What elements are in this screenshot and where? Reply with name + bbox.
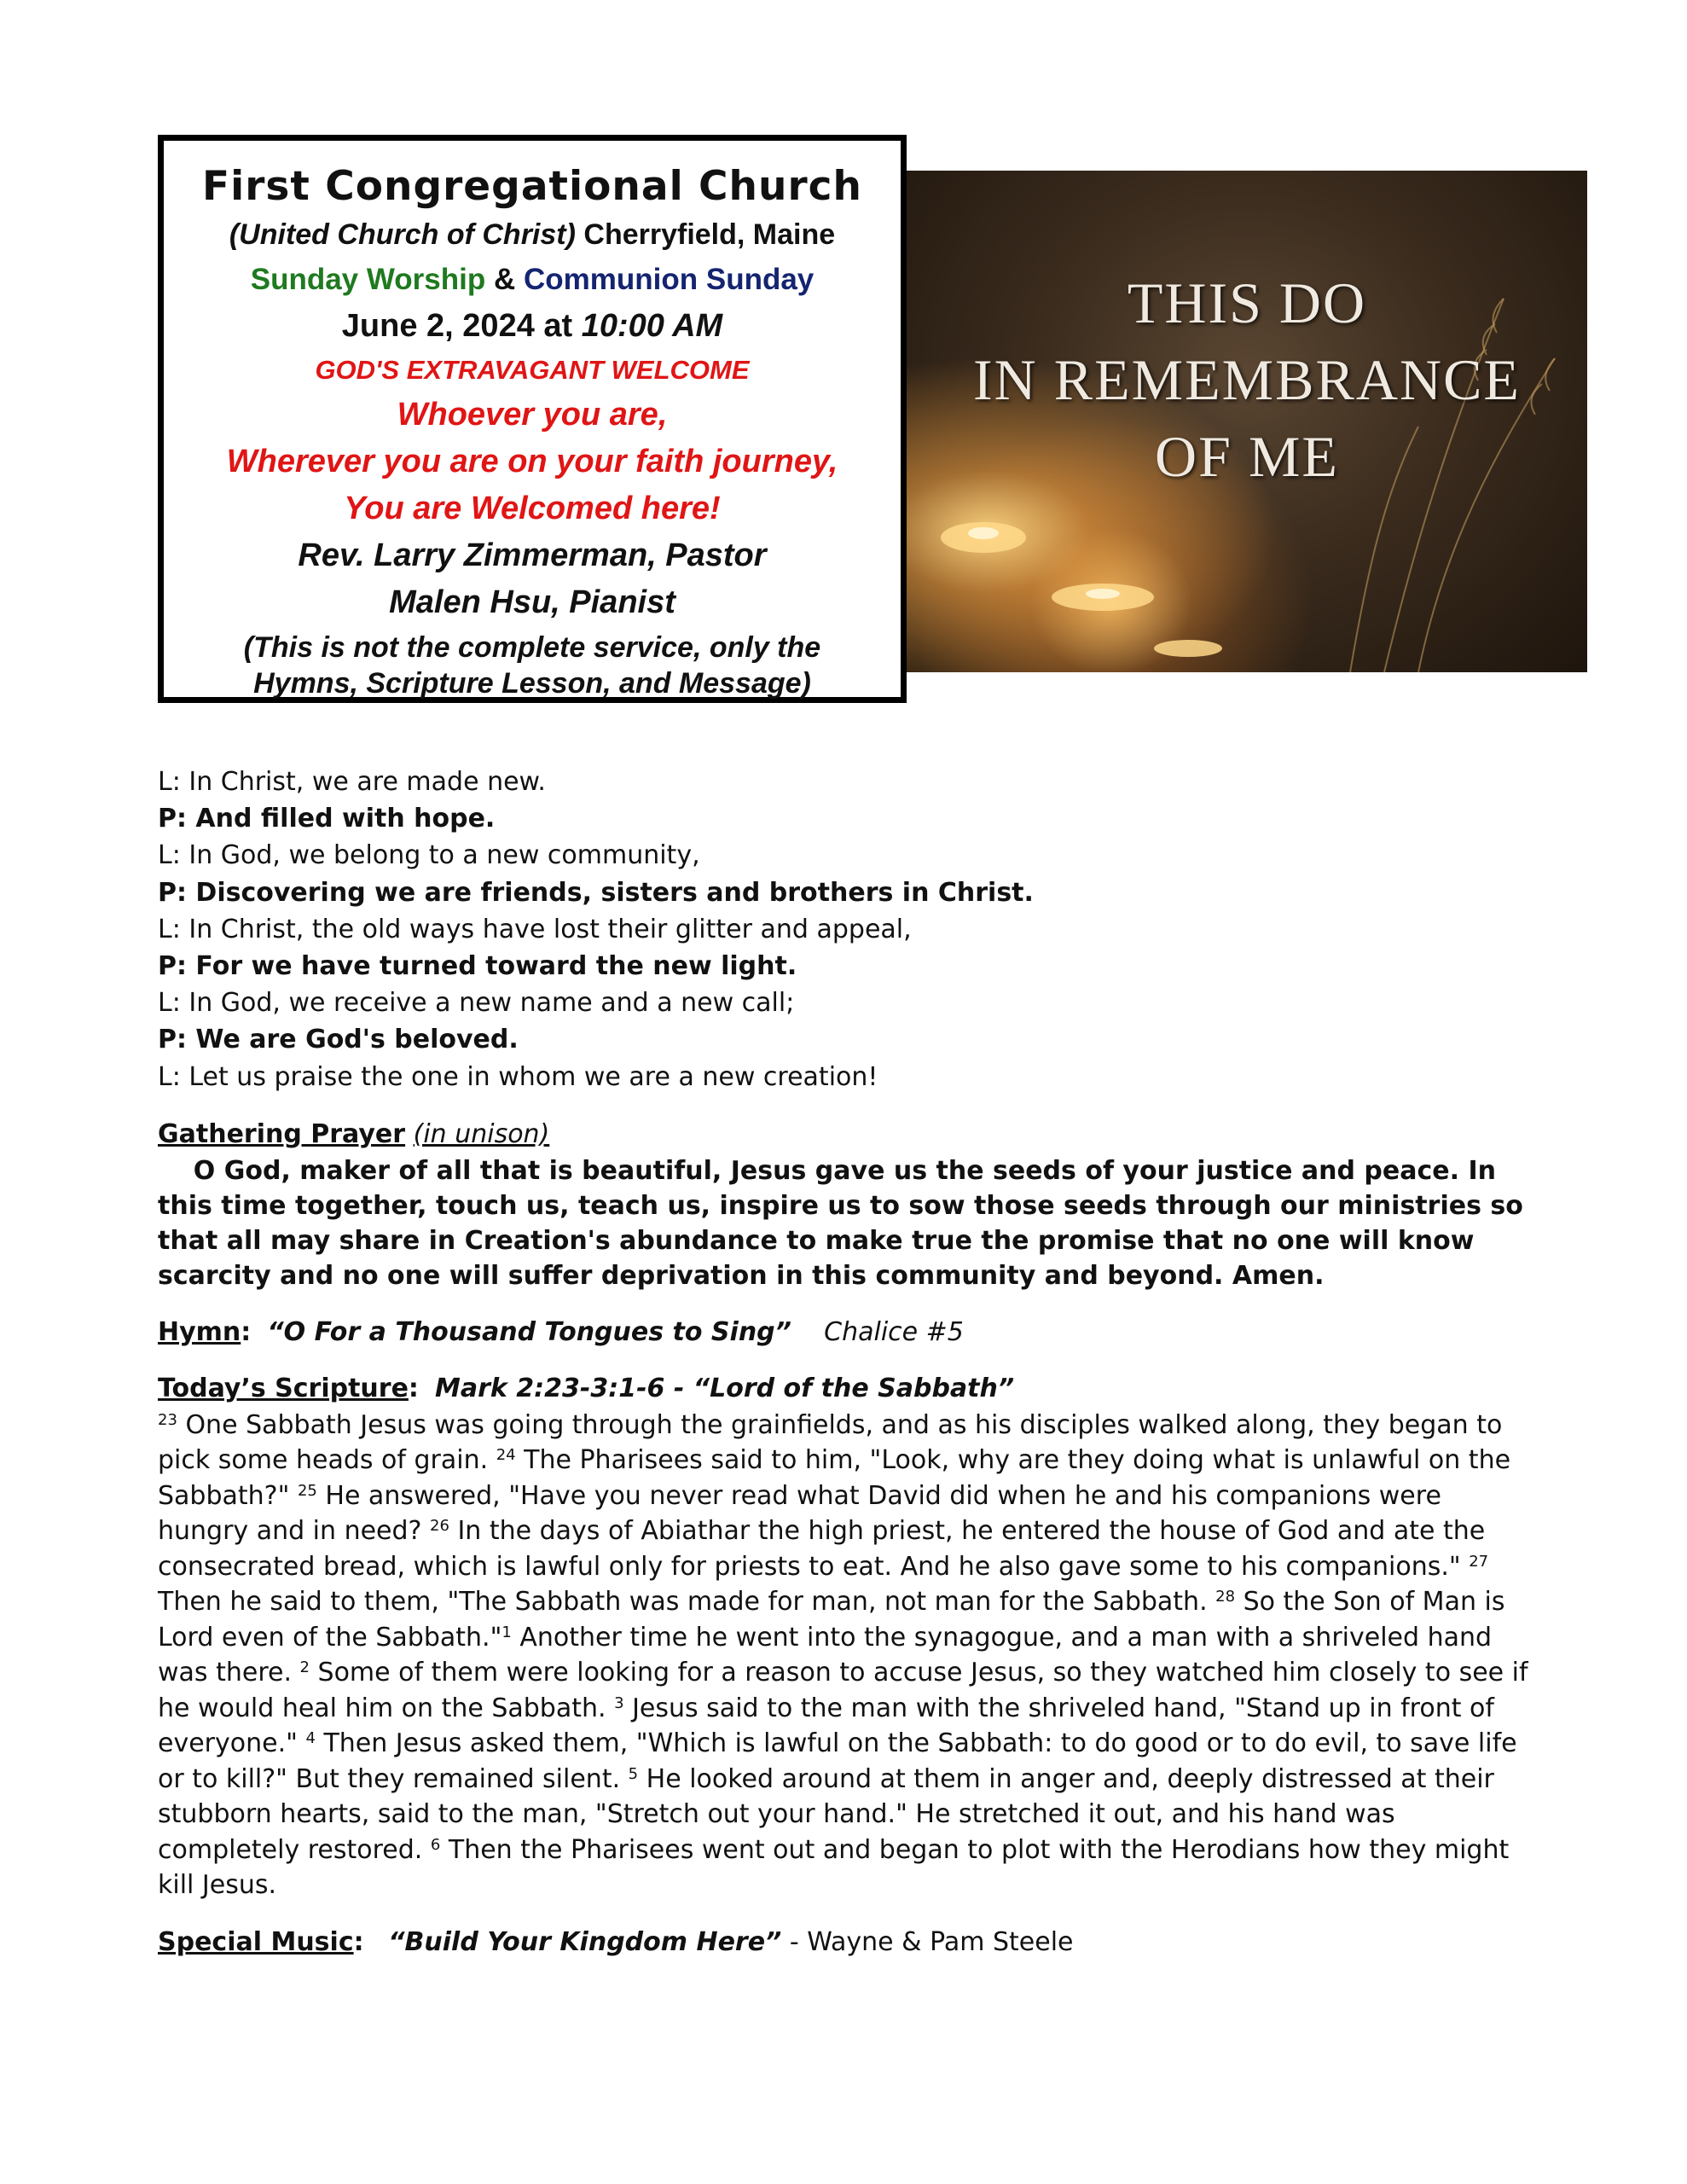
welcome-line-3: You are Welcomed here! bbox=[344, 491, 721, 526]
verse-number: 27 bbox=[1469, 1552, 1489, 1571]
bulletin-header-box bbox=[158, 135, 907, 703]
leader-line: L: In Christ, we are made new. bbox=[158, 767, 546, 797]
leader-line: L: In God, we belong to a new community, bbox=[158, 840, 700, 871]
verse-number: 26 bbox=[430, 1517, 449, 1536]
hymn-reference: Chalice #5 bbox=[824, 1316, 964, 1347]
service-date-text: June 2, 2024 at bbox=[341, 308, 573, 344]
responsive-reading bbox=[158, 764, 1539, 1095]
leader-line: L: Let us praise the one in whom we are a new creation! bbox=[158, 1061, 878, 1092]
verse-text: Some of them were looking for a reason to accuse Jesus, so they watched him closely to see if he would heal him on the Sabbath. bbox=[158, 1658, 1528, 1723]
image-caption bbox=[907, 264, 1587, 495]
scripture-text bbox=[158, 1408, 1539, 1903]
service-note bbox=[164, 630, 901, 701]
verse-text: Then Jesus asked them, "Which is lawful on the Sabbath: to do good or to do evil, to save life or to kill?" But they remained silent. bbox=[158, 1728, 1517, 1794]
verse-text: One Sabbath Jesus was going through the grainfields, and as his disciples walked along, they began to pick some heads of grain. bbox=[158, 1409, 1503, 1476]
hymn-title: “O For a Thousand Tongues to Sing” bbox=[267, 1316, 791, 1347]
scripture-reference: Mark 2:23-3:1-6 - “Lord of the Sabbath” bbox=[435, 1373, 1015, 1403]
image-caption-line-1: THIS DO bbox=[1127, 270, 1367, 335]
service-time: 10:00 AM bbox=[581, 308, 723, 344]
scripture-heading: Today’s Scripture bbox=[158, 1373, 409, 1403]
verse-text: Jesus said to the man with the shriveled hand, "Stand up in front of everyone." bbox=[158, 1693, 1494, 1759]
church-affiliation bbox=[164, 212, 901, 257]
welcome-title: GOD'S EXTRAVAGANT WELCOME bbox=[315, 355, 750, 385]
verse-text: Then he said to them, "The Sabbath was made for man, not man for the Sabbath. bbox=[158, 1587, 1216, 1618]
verse-number: 28 bbox=[1215, 1588, 1236, 1606]
service-note-line-1: (This is not the complete service, only the bbox=[243, 631, 821, 664]
special-music-section: Special Music: “Build Your Kingdom Here” - Wayne & Pam Steele bbox=[158, 1926, 1074, 1957]
pastor-name: Rev. Larry Zimmerman, Pastor bbox=[298, 537, 767, 573]
verse-number: 4 bbox=[305, 1729, 316, 1748]
people-response-line: P: And filled with hope. bbox=[158, 804, 496, 834]
leader-line: L: In God, we receive a new name and a new call; bbox=[158, 988, 795, 1019]
leader-line: L: In Christ, the old ways have lost their glitter and appeal, bbox=[158, 914, 912, 944]
verse-number: 24 bbox=[496, 1446, 516, 1465]
verse-number: 3 bbox=[614, 1693, 624, 1712]
gathering-prayer-title: Gathering Prayer bbox=[158, 1118, 406, 1149]
church-location: Cherryfield, Maine bbox=[583, 218, 836, 251]
hymn-section: Hymn: “O For a Thousand Tongues to Sing” Chalice #5 bbox=[158, 1316, 964, 1347]
verse-text: Then the Pharisees went out and began to plot with the Herodians how they might kill Jesus. bbox=[158, 1834, 1510, 1901]
gathering-prayer-section bbox=[158, 1118, 1539, 1293]
bulletin-content bbox=[158, 764, 1539, 1960]
verse-number: 5 bbox=[628, 1764, 639, 1783]
special-music-performers: - Wayne & Pam Steele bbox=[781, 1926, 1074, 1957]
church-name: First Congregational Church bbox=[202, 163, 862, 210]
image-caption-line-2: IN REMEMBRANCE bbox=[973, 347, 1521, 412]
verse-text: He looked around at them in anger and, deeply distressed at their stubborn hearts, said to the man, "Stretch out your hand." He stretched it out, and his hand was completely restored. bbox=[158, 1763, 1494, 1865]
verse-text: So the Son of Man is Lord even of the Sabbath." bbox=[158, 1587, 1505, 1653]
special-music-title: “Build Your Kingdom Here” bbox=[388, 1926, 782, 1957]
verse-text: The Pharisees said to him, "Look, why are they doing what is unlawful on the Sabbath?" bbox=[158, 1445, 1511, 1511]
image-caption-line-3: OF ME bbox=[1155, 424, 1339, 489]
verse-number: 23 bbox=[158, 1410, 177, 1429]
hymn-heading: Hymn bbox=[158, 1316, 241, 1347]
service-date bbox=[164, 303, 901, 349]
scripture-heading-line: Today’s Scripture: Mark 2:23-3:1-6 - “Lord of the Sabbath” bbox=[158, 1373, 1015, 1403]
people-response-line: P: We are God's beloved. bbox=[158, 1025, 519, 1055]
service-note-line-2: Hymns, Scripture Lesson, and Message) bbox=[253, 667, 811, 700]
welcome-line-1: Whoever you are, bbox=[397, 397, 668, 433]
people-response-line: P: For we have turned toward the new light. bbox=[158, 951, 797, 982]
worship-label: Sunday Worship bbox=[250, 263, 486, 296]
verse-text: Another time he went into the synagogue, and a man with a shriveled hand was there. bbox=[158, 1622, 1493, 1688]
welcome-line-2: Wherever you are on your faith journey, bbox=[226, 444, 838, 479]
communion-label: Communion Sunday bbox=[523, 263, 815, 296]
ampersand: & bbox=[493, 263, 516, 296]
verse-number: 25 bbox=[297, 1481, 317, 1500]
communion-candles-image bbox=[907, 171, 1587, 672]
scripture-section bbox=[158, 1372, 1539, 1903]
people-response-line: P: Discovering we are friends, sisters and brothers in Christ. bbox=[158, 877, 1034, 908]
service-type bbox=[164, 257, 901, 303]
special-music-heading: Special Music bbox=[158, 1926, 354, 1957]
pianist-name: Malen Hsu, Pianist bbox=[389, 584, 675, 620]
verse-number: 6 bbox=[430, 1835, 441, 1854]
gathering-prayer-text: O God, maker of all that is beautiful, Jesus gave us the seeds of your justice and peace. In this time together, touch us, teach us, inspire us to sow those seeds through our ministries so that all may share in Creation's abundance to make true the promise that no one will know scarcity and no one will suffer deprivation in this community and beyond. Amen. bbox=[158, 1155, 1533, 1291]
gathering-prayer-heading bbox=[158, 1118, 1539, 1152]
denomination: (United Church of Christ) bbox=[229, 218, 576, 251]
verse-text: In the days of Abiathar the high priest, he entered the house of God and ate the consecrated bread, which is lawful only for priests to eat. And he also gave some to his companions." bbox=[158, 1516, 1486, 1582]
verse-number: 1 bbox=[501, 1623, 512, 1641]
gathering-prayer-subtitle: (in unison) bbox=[413, 1118, 550, 1149]
verse-number: 2 bbox=[299, 1658, 310, 1677]
verse-text: He answered, "Have you never read what David did when he and his companions were hungry and in need? bbox=[158, 1480, 1441, 1547]
